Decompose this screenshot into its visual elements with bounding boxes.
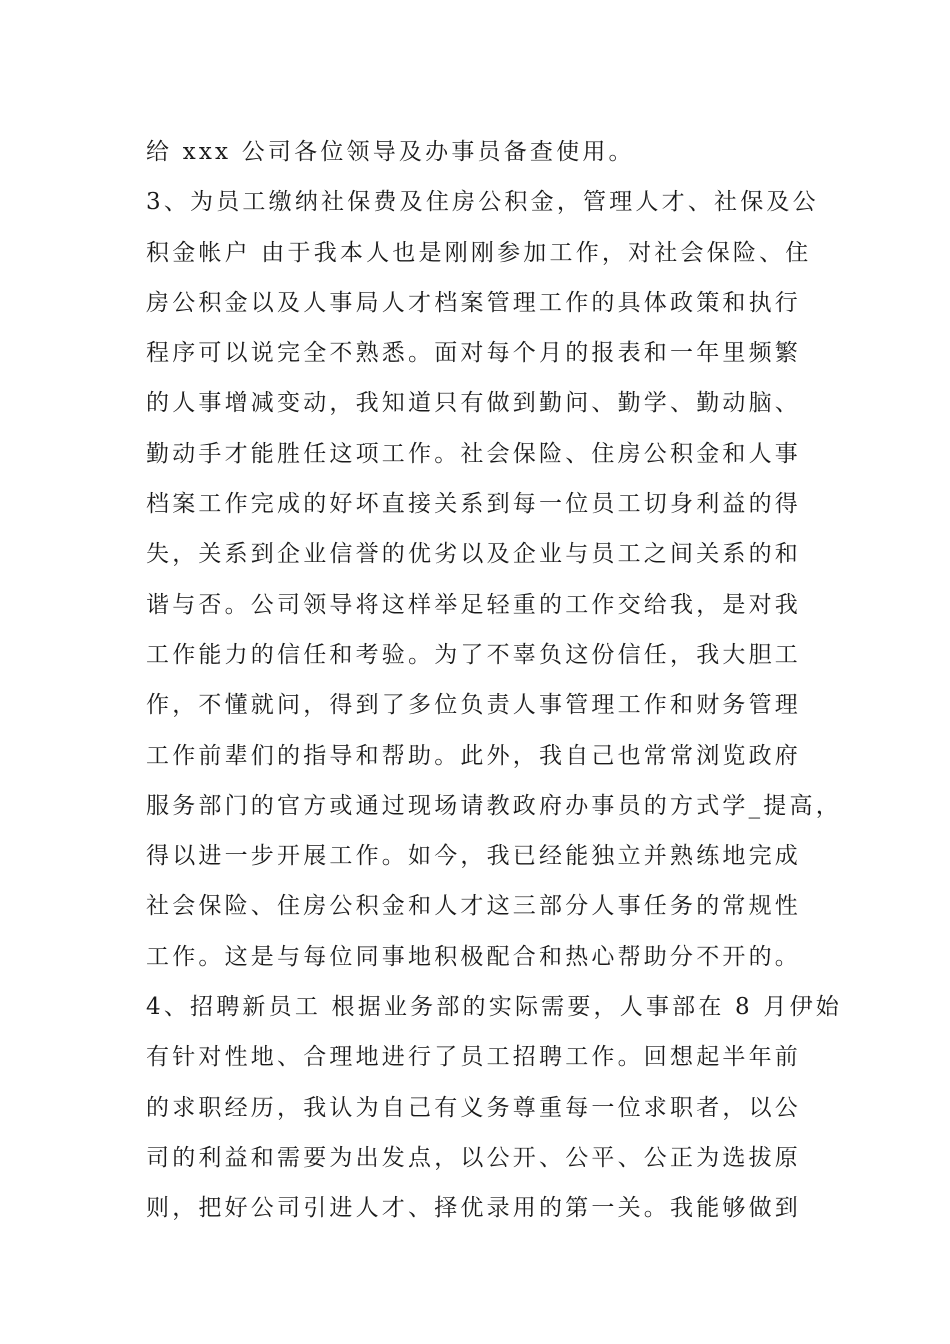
text-line: 工作能力的信任和考验。为了不辜负这份信任，我大胆工 (146, 641, 801, 668)
text-line: 失，关系到企业信誉的优劣以及企业与员工之间关系的和 (146, 541, 801, 568)
text-line: 司的利益和需要为出发点，以公开、公平、公正为选拔原 (146, 1144, 801, 1171)
text-line: 的求职经历，我认为自己有义务尊重每一位求职者，以公 (146, 1094, 801, 1121)
text-line: 房公积金以及人事局人才档案管理工作的具体政策和执行 (146, 289, 801, 316)
text-line: 社会保险、住房公积金和人才这三部分人事任务的常规性 (146, 893, 801, 920)
text-line: 勤动手才能胜任这项工作。社会保险、住房公积金和人事 (146, 440, 801, 467)
text-line: 程序可以说完全不熟悉。面对每个月的报表和一年里频繁 (146, 340, 801, 367)
text-line: 有针对性地、合理地进行了员工招聘工作。回想起半年前 (146, 1044, 801, 1071)
text-line: 的人事增减变动，我知道只有做到勤问、勤学、勤动脑、 (146, 390, 801, 417)
text-line: 档案工作完成的好坏直接关系到每一位员工切身利益的得 (146, 491, 801, 518)
text-line: 4、招聘新员工 根据业务部的实际需要，人事部在 8 月伊始 (146, 994, 842, 1021)
body-text (146, 127, 842, 1234)
text-line: 服务部门的官方或通过现场请教政府办事员的方式学_提高， (146, 792, 842, 819)
text-line: 3、为员工缴纳社保费及住房公积金，管理人才、社保及公 (146, 189, 819, 216)
text-line: 谐与否。公司领导将这样举足轻重的工作交给我，是对我 (146, 591, 801, 618)
text-line: 作，不懂就问，得到了多位负责人事管理工作和财务管理 (146, 692, 801, 719)
text-line: 工作。这是与每位同事地积极配合和热心帮助分不开的。 (146, 943, 801, 970)
text-line: 给 xxx 公司各位领导及办事员备查使用。 (146, 139, 635, 165)
text-line: 得以进一步开展工作。如今，我已经能独立并熟练地完成 (146, 843, 801, 870)
text-line: 积金帐户 由于我本人也是刚刚参加工作，对社会保险、住 (146, 239, 812, 266)
text-line: 工作前辈们的指导和帮助。此外，我自己也常常浏览政府 (146, 742, 801, 769)
text-line: 则，把好公司引进人才、择优录用的第一关。我能够做到 (146, 1195, 801, 1222)
